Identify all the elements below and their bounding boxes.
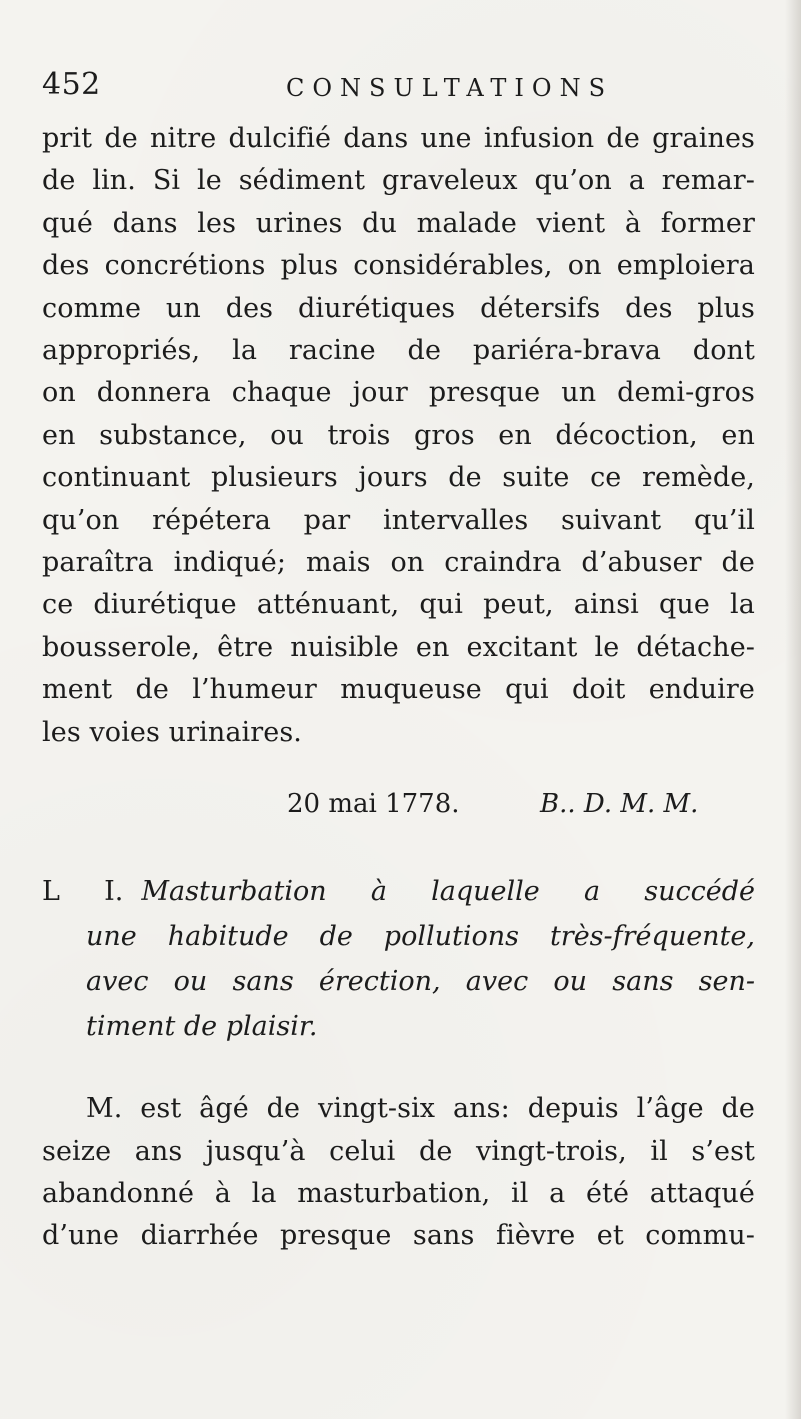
running-title: CONSULTATIONS [286, 74, 614, 102]
paragraph-line: qué dans les urines du malade vient à former [42, 207, 755, 239]
first-paragraph [42, 118, 755, 754]
section-heading-line: une habitude de pollutions très-fréquente, [86, 921, 755, 953]
section-number: L I. [42, 876, 124, 908]
paragraph-line: d’une diarrhée presque sans fièvre et commu- [42, 1220, 755, 1252]
paragraph-line: des concrétions plus considérables, on emploiera [42, 250, 755, 282]
second-paragraph [42, 1088, 755, 1258]
page-number: 452 [42, 67, 101, 102]
paragraph-line: qu’on répétera par intervalles suivant qu’il [42, 504, 755, 536]
paragraph-line: de lin. Si le sédiment graveleux qu’on a remar- [42, 165, 755, 197]
paragraph-line: bousserole, être nuisible en excitant le détache- [42, 631, 755, 663]
paragraph-line: appropriés, la racine de pariéra-brava dont [42, 335, 755, 367]
paragraph-line: comme un des diurétiques détersifs des plus [42, 292, 755, 324]
section-title-text: Masturbation à laquelle a succédé [141, 876, 755, 908]
section-heading-line [42, 869, 755, 914]
consultation-dateline [42, 787, 755, 821]
paragraph-line: les voies urinaires. [42, 716, 302, 748]
section-heading-line: avec ou sans érection, avec ou sans sen- [86, 966, 755, 998]
consultation-signature: B.. D. M. M. [540, 789, 699, 820]
paragraph-line: en substance, ou trois gros en décoction, en [42, 419, 755, 451]
paragraph-line: continuant plusieurs jours de suite ce remède, [42, 462, 755, 494]
paragraph-line: paraîtra indiqué; mais on craindra d’abuser de [42, 547, 755, 579]
page-header [42, 67, 755, 118]
paragraph-line: ce diurétique atténuant, qui peut, ainsi que la [42, 589, 755, 621]
paragraph-line: abandonné à la masturbation, il a été attaqué [42, 1177, 755, 1209]
section-heading-line: timent de plaisir. [86, 1011, 318, 1043]
page-edge-shadow [785, 0, 801, 1419]
paragraph-line: prit de nitre dulcifié dans une infusion de graines [42, 123, 755, 154]
paragraph-line: M. est âgé de vingt-six ans: depuis l’âge de [86, 1093, 755, 1125]
section-heading [42, 869, 755, 1049]
consultation-date: 20 mai 1778. [287, 789, 460, 820]
paragraph-line: seize ans jusqu’à celui de vingt-trois, il s’est [42, 1135, 755, 1167]
paragraph-line: ment de l’humeur muqueuse qui doit enduire [42, 674, 755, 706]
paragraph-line: on donnera chaque jour presque un demi-gros [42, 377, 755, 409]
